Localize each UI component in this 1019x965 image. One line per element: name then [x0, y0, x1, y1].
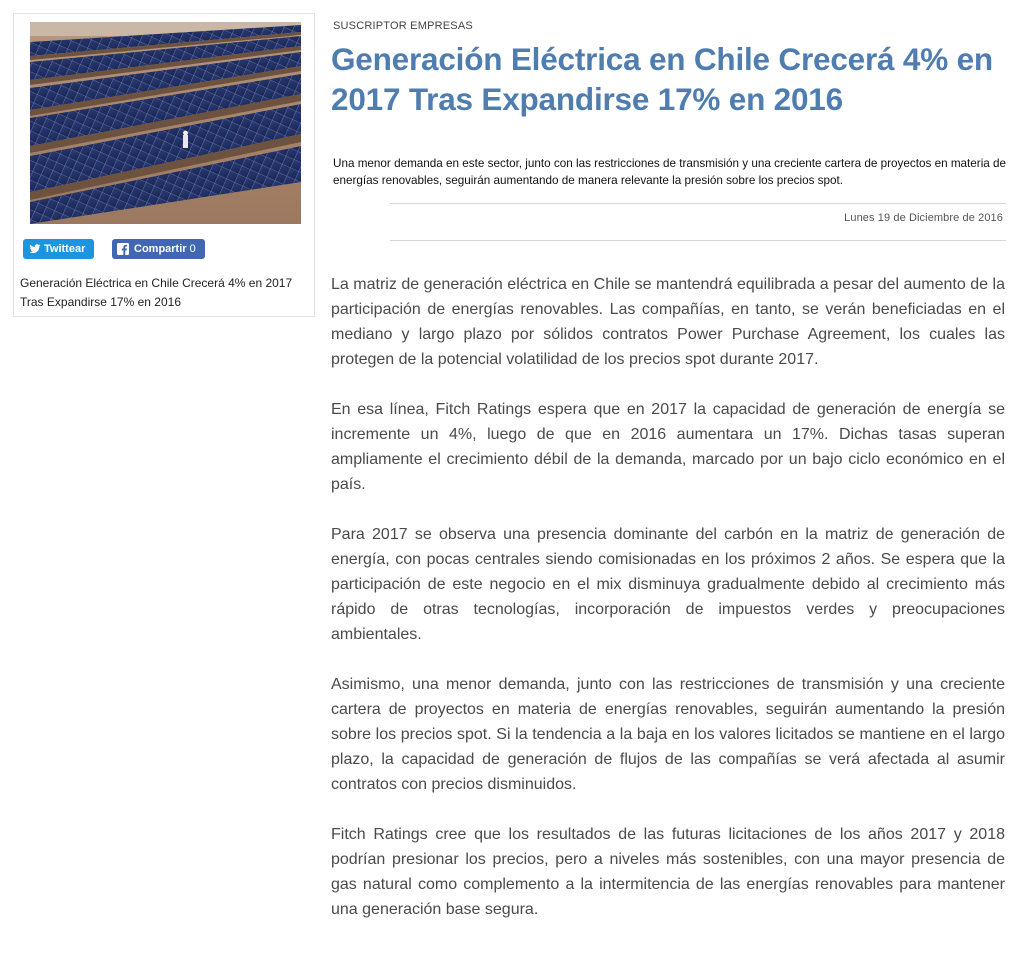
facebook-share-count: 0 — [189, 243, 196, 255]
divider-top — [390, 203, 1006, 204]
article-photo — [30, 22, 301, 224]
facebook-icon — [117, 243, 129, 255]
twitter-share-label: Twittear — [44, 243, 86, 255]
body-paragraph: La matriz de generación eléctrica en Chile se mantendrá equilibrada a pesar del aumento de la participación de energías renovables. Las compañías, en tanto, se verán beneficiadas en el mediano y largo plazo por sólidos contratos Power Purchase Agreement, los cuales las protegen de la potencial volatilidad de los precios spot durante 2017. — [331, 276, 1005, 368]
facebook-share-label — [134, 239, 196, 259]
body-paragraph: Para 2017 se observa una presencia dominante del carbón en la matriz de generación de energía, con pocas centrales siendo comisionadas en los próximos 2 años. Se espera que la participación de este negocio en el mix disminuya gradualmente debido al crecimiento más rápido de otras tecnologías, incorporación de impuestos verdes y preocupaciones ambientales. — [331, 526, 1005, 643]
photo-caption: Generación Eléctrica en Chile Crecerá 4% en 2017 Tras Expandirse 17% en 2016 — [20, 276, 293, 309]
twitter-bird-icon — [29, 243, 41, 255]
body-paragraph: En esa línea, Fitch Ratings espera que en 2017 la capacidad de generación de energía se incremente un 4%, luego de que en 2016 aumentara un 17%. Dichas tasas superan ampliamente el crecimiento débil de la demanda, marcado por un bajo ciclo económico en el país. — [331, 401, 1005, 493]
facebook-share-button[interactable] — [112, 239, 205, 259]
facebook-share-text: Compartir — [134, 243, 187, 255]
solar-panels-image — [30, 22, 301, 224]
article-summary: Una menor demanda en este sector, junto con las restricciones de transmisión y una creciente cartera de proyectos en materia de energías renovables, seguirán aumentando de manera relevante la presión sobre los precios spot. — [333, 157, 1007, 187]
body-paragraph: Fitch Ratings cree que los resultados de las futuras licitaciones de los años 2017 y 2018 podrían presionar los precios, pero a niveles más sostenibles, con una mayor presencia de gas natural como complemento a la intermitencia de las energías renovables para mantener una generación base segura. — [331, 826, 1005, 918]
twitter-share-button[interactable] — [23, 239, 94, 259]
article-body — [331, 272, 1005, 947]
article-date: Lunes 19 de Diciembre de 2016 — [844, 212, 1003, 224]
article-title: Generación Eléctrica en Chile Crecerá 4% en 2017 Tras Expandirse 17% en 2016 — [331, 41, 993, 117]
section-kicker[interactable]: SUSCRIPTOR EMPRESAS — [333, 20, 473, 32]
article-sidebar-card — [13, 13, 315, 317]
body-paragraph: Asimismo, una menor demanda, junto con las restricciones de transmisión y una creciente cartera de proyectos en materia de energías renovables, seguirán aumentando la presión sobre los precios spot. Si la tendencia a la baja en los valores licitados se mantiene en el largo plazo, la capacidad de generación de flujos de las compañías se verá afectada al asumir contratos con precios disminuidos. — [331, 676, 1005, 793]
divider-bottom — [390, 240, 1006, 241]
